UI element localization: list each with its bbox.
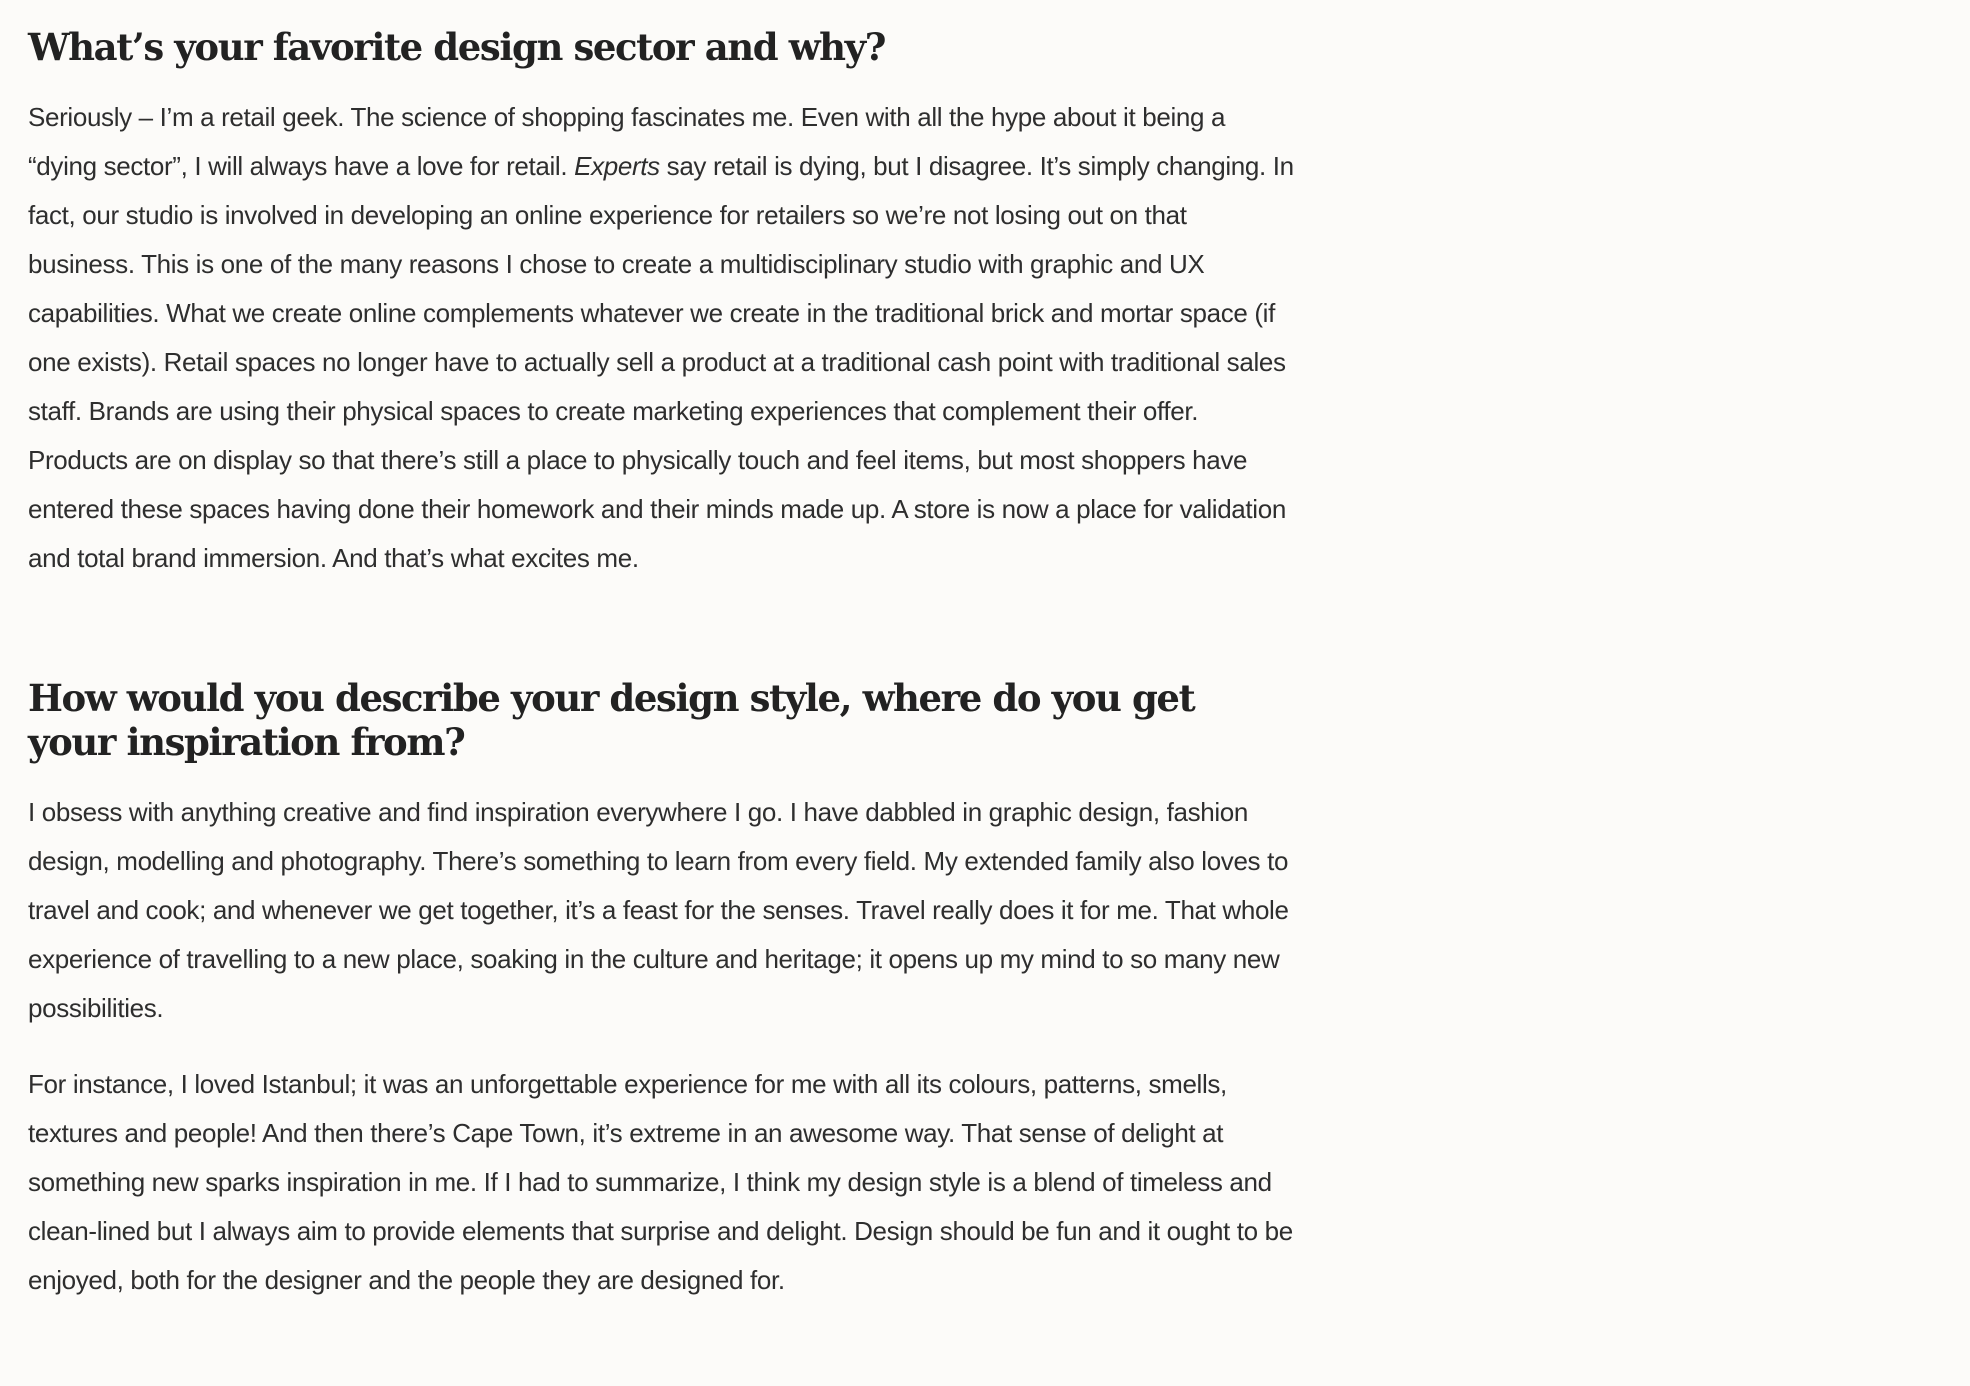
section-heading-favorite-sector: What’s your favorite design sector and why? (28, 25, 886, 69)
section-heading-design-style: How would you describe your design style, where do you get your inspiration from? (28, 676, 1195, 764)
paragraph-inspiration: I obsess with anything creative and find inspiration everywhere I go. I have dabbled in graphic design, fashion design, modelling and photography. There’s something to learn from every field. My extended family also loves to travel and cook; and whenever we get together, it’s a feast for the senses. Travel really does it for me. That whole experience of travelling to a new place, soaking in the culture and heritage; it opens up my mind to so many new possibilities. (28, 797, 1289, 1023)
paragraph-travel-examples: For instance, I loved Istanbul; it was an unforgettable experience for me with all its colours, patterns, smells, textures and people! And then there’s Cape Town, it’s extreme in an awesome way. That sense of delight at something new sparks inspiration in me. If I had to summarize, I think my design style is a blend of timeless and clean-lined but I always aim to provide elements that surprise and delight. Design should be fun and it ought to be enjoyed, both for the designer and the people they are designed for. (28, 1069, 1293, 1295)
article-content (28, 0, 1298, 1305)
emphasis-experts: Experts (574, 151, 660, 181)
paragraph-retail-text-end: say retail is dying, but I disagree. It’s simply changing. In fact, our studio is involved in developing an online experience for retailers so we’re not losing out on that business. This is one of the many reasons I chose to create a multidisciplinary studio with graphic and UX capabilities. What we create online complements whatever we create in the traditional brick and mortar space (if one exists). Retail spaces no longer have to actually sell a product at a traditional cash point with traditional sales staff. Brands are using their physical spaces to create marketing experiences that complement their offer. Products are on display so that there’s still a place to physically touch and feel items, but most shoppers have entered these spaces having done their homework and their minds made up. A store is now a place for validation and total brand immersion. And that’s what excites me. (28, 151, 1294, 573)
paragraph-retail-text-start: Seriously – I’m a retail geek. The science of shopping fascinates me. Even with all the hype about it being a “dying sector”, I will always have a love for retail. (28, 102, 1226, 181)
paragraph-retail (28, 93, 1298, 583)
